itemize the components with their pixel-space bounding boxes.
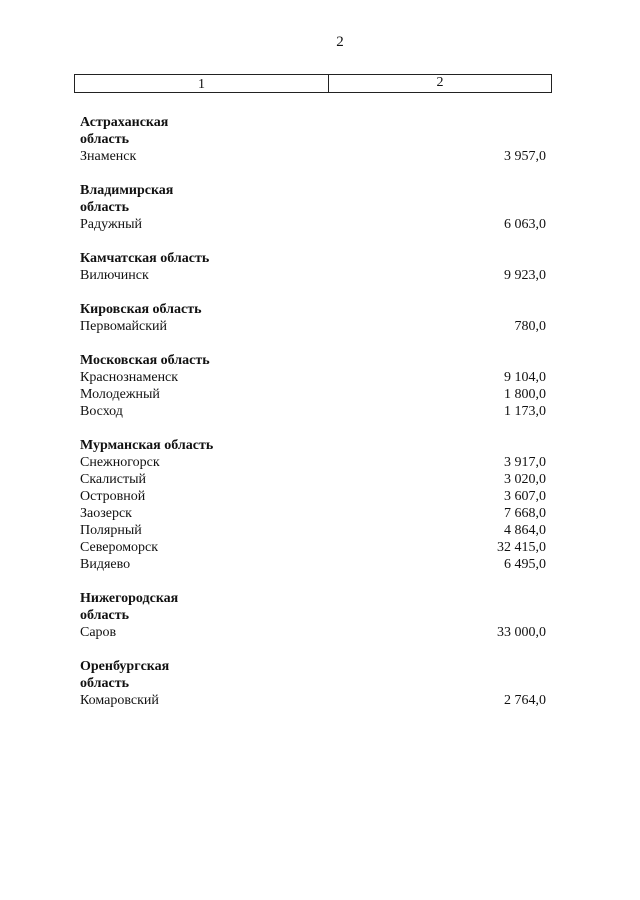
- table-header: [74, 74, 552, 93]
- table-row: [80, 369, 546, 386]
- city-value: 9 104,0: [504, 370, 546, 385]
- city-value: 9 923,0: [504, 268, 546, 283]
- table-row: [80, 624, 546, 641]
- city-value: 1 800,0: [504, 387, 546, 402]
- table-row: [80, 403, 546, 420]
- region-block: [80, 658, 546, 709]
- table-row: [80, 539, 546, 556]
- table-row: [80, 692, 546, 709]
- region-name: Мурманская область: [80, 438, 214, 453]
- column-header-2: 2: [436, 75, 444, 90]
- region-name: Кировская область: [80, 302, 202, 317]
- city-value: 32 415,0: [497, 540, 546, 555]
- city-value: 780,0: [514, 319, 546, 334]
- city-name: Знаменск: [80, 149, 137, 164]
- region-name: Московская область: [80, 353, 210, 368]
- city-name: Первомайский: [80, 319, 168, 334]
- regions-list: [80, 114, 546, 726]
- table-row: [80, 148, 546, 165]
- table-row: [80, 556, 546, 573]
- region-block: [80, 590, 546, 641]
- city-value: 3 607,0: [504, 489, 546, 504]
- region-name: Камчатская область: [80, 251, 210, 266]
- region-name: Владимирская область: [80, 183, 174, 215]
- region-block: [80, 114, 546, 165]
- city-value: 3 957,0: [504, 149, 546, 164]
- region-name: Оренбургская область: [80, 659, 170, 691]
- city-name: Молодежный: [80, 387, 160, 402]
- region-block: [80, 250, 546, 284]
- region-name: Нижегородская область: [80, 591, 179, 623]
- region-name: Астраханская область: [80, 115, 169, 147]
- city-name: Островной: [80, 489, 146, 504]
- table-row: [80, 454, 546, 471]
- page-number: 2: [336, 34, 344, 50]
- city-name: Скалистый: [80, 472, 146, 487]
- table-row: [80, 488, 546, 505]
- city-name: Полярный: [80, 523, 142, 538]
- city-name: Снежногорск: [80, 455, 160, 470]
- city-value: 7 668,0: [504, 506, 546, 521]
- city-value: 3 020,0: [504, 472, 546, 487]
- city-name: Комаровский: [80, 693, 159, 708]
- region-block: [80, 352, 546, 420]
- table-row: [80, 318, 546, 335]
- city-name: Радужный: [80, 217, 143, 232]
- city-name: Заозерск: [80, 506, 132, 521]
- city-name: Краснознаменск: [80, 370, 179, 385]
- city-value: 3 917,0: [504, 455, 546, 470]
- city-name: Саров: [80, 625, 117, 640]
- table-row: [80, 522, 546, 539]
- column-header-1: 1: [75, 75, 329, 92]
- city-name: Североморск: [80, 540, 159, 555]
- city-value: 33 000,0: [497, 625, 546, 640]
- city-value: 2 764,0: [504, 693, 546, 708]
- city-name: Видяево: [80, 557, 131, 572]
- region-block: [80, 437, 546, 573]
- city-name: Восход: [80, 404, 123, 419]
- table-row: [80, 386, 546, 403]
- region-block: [80, 182, 546, 233]
- region-block: [80, 301, 546, 335]
- city-value: 6 063,0: [504, 217, 546, 232]
- city-value: 6 495,0: [504, 557, 546, 572]
- city-value: 1 173,0: [504, 404, 546, 419]
- table-row: [80, 267, 546, 284]
- table-row: [80, 471, 546, 488]
- city-value: 4 864,0: [504, 523, 546, 538]
- table-row: [80, 505, 546, 522]
- city-name: Вилючинск: [80, 268, 149, 283]
- table-row: [80, 216, 546, 233]
